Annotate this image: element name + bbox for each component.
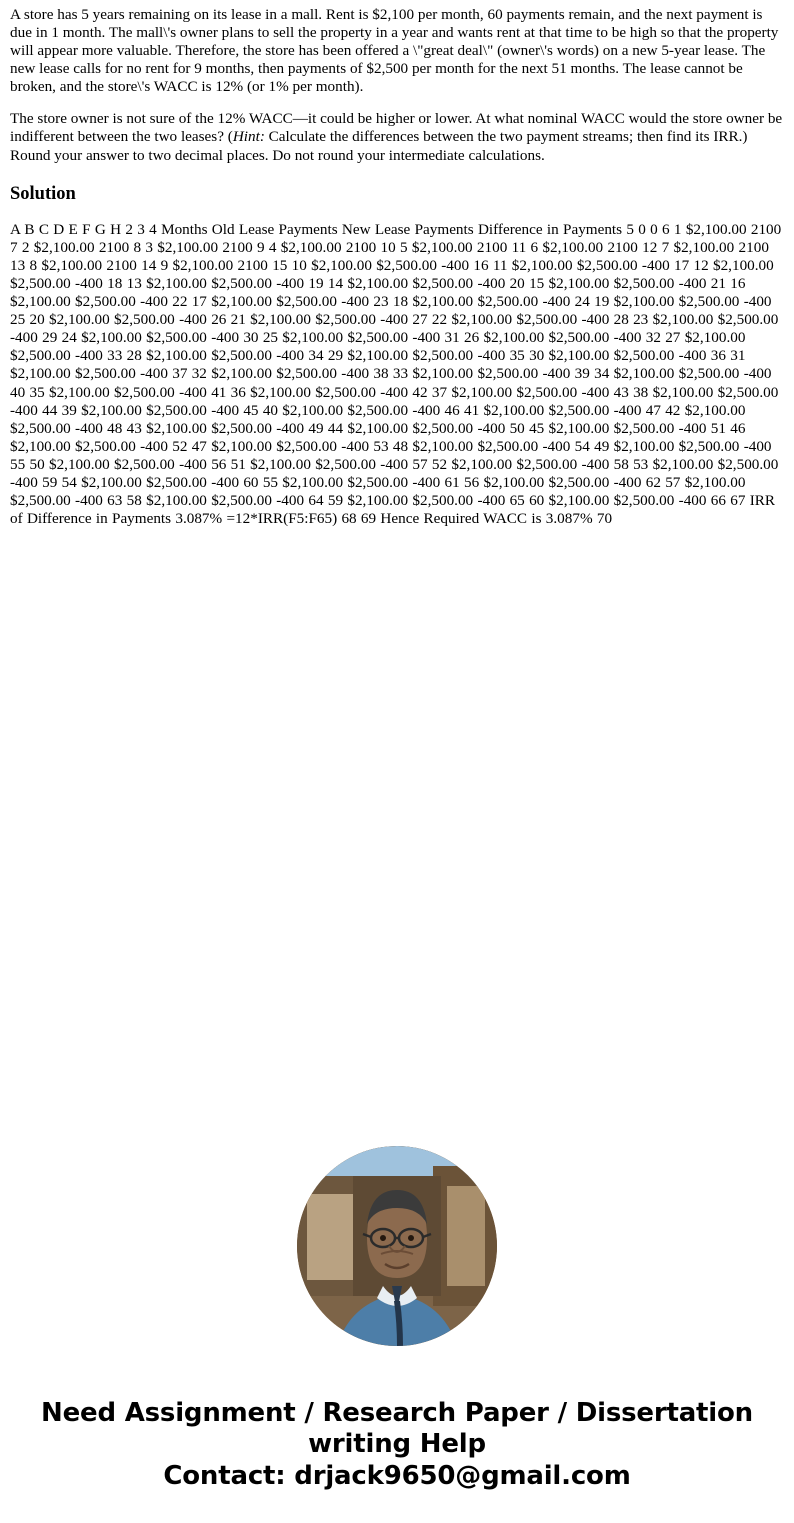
- avatar-photo: [297, 1146, 497, 1346]
- page-spacer: [10, 528, 784, 1128]
- avatar-container: [10, 1146, 784, 1346]
- avatar: [297, 1146, 497, 1346]
- promo-banner: [10, 1398, 784, 1491]
- question-paragraph-2-text-part1: The store owner is not sure of the 12% WACC—it could be higher or lower. At what nominal WACC would the store owner be indifferent between the two leases? (: [10, 110, 783, 146]
- solution-heading: Solution: [10, 183, 76, 204]
- hint-label: Hint:: [232, 128, 265, 146]
- promo-contact: Contact: drjack9650@gmail.com: [163, 1460, 631, 1491]
- question-paragraph-1-text: A store has 5 years remaining on its lease in a mall. Rent is $2,100 per month, 60 payments remain, and the next payment is due in 1 month. The mall\'s owner plans to sell the property in a year and wants rent at that time to be high so that the property will appear more valuable. Therefore, the store has been offered a \"great deal\" (owner\'s words) on a new 5-year lease. The new lease calls for no rent for 9 months, then payments of $2,500 per month for the next 51 months. The lease cannot be broken, and the store\'s WACC is 12% (or 1% per month).: [10, 6, 779, 96]
- question-paragraph-1: [10, 6, 784, 96]
- promo-line-2: writing Help: [308, 1428, 486, 1459]
- question-paragraph-2: [10, 110, 784, 164]
- question-paragraph-2-text-part2: Calculate the differences between the two payment streams; then find its IRR.) Round your answer to two decimal places. Do not round your intermediate calculations.: [10, 128, 748, 164]
- promo-line-1: Need Assignment / Research Paper / Dissertation: [41, 1398, 753, 1429]
- spreadsheet-text-flow: A B C D E F G H 2 3 4 Months Old Lease Payments New Lease Payments Difference in Payments 5 0 0 6 1 $2,100.00 2100 7 2 $2,100.00 2100 8 3 $2,100.00 2100 9 4 $2,100.00 2100 10 5 $2,100.00 2100 11 6 $2,100.00 2100 12 7 $2,100.00 2100 13 8 $2,100.00 2100 14 9 $2,100.00 2100 15 10 $2,100.00 $2,500.00 -400 16 11 $2,100.00 $2,500.00 -400 17 12 $2,100.00 $2,500.00 -400 18 13 $2,100.00 $2,500.00 -400 19 14 $2,100.00 $2,500.00 -400 20 15 $2,100.00 $2,500.00 -400 21 16 $2,100.00 $2,500.00 -400 22 17 $2,100.00 $2,500.00 -400 23 18 $2,100.00 $2,500.00 -400 24 19 $2,100.00 $2,500.00 -400 25 20 $2,100.00 $2,500.00 -400 26 21 $2,100.00 $2,500.00 -400 27 22 $2,100.00 $2,500.00 -400 28 23 $2,100.00 $2,500.00 -400 29 24 $2,100.00 $2,500.00 -400 30 25 $2,100.00 $2,500.00 -400 31 26 $2,100.00 $2,500.00 -400 32 27 $2,100.00 $2,500.00 -400 33 28 $2,100.00 $2,500.00 -400 34 29 $2,100.00 $2,500.00 -400 35 30 $2,100.00 $2,500.00 -400 36 31 $2,100.00 $2,500.00 -400 37 32 $2,100.00 $2,500.00 -400 38 33 $2,100.00 $2,500.00 -400 39 34 $2,100.00 $2,500.00 -400 40 35 $2,100.00 $2,500.00 -400 41 36 $2,100.00 $2,500.00 -400 42 37 $2,100.00 $2,500.00 -400 43 38 $2,100.00 $2,500.00 -400 44 39 $2,100.00 $2,500.00 -400 45 40 $2,100.00 $2,500.00 -400 46 41 $2,100.00 $2,500.00 -400 47 42 $2,100.00 $2,500.00 -400 48 43 $2,100.00 $2,500.00 -400 49 44 $2,100.00 $2,500.00 -400 50 45 $2,100.00 $2,500.00 -400 51 46 $2,100.00 $2,500.00 -400 52 47 $2,100.00 $2,500.00 -400 53 48 $2,100.00 $2,500.00 -400 54 49 $2,100.00 $2,500.00 -400 55 50 $2,100.00 $2,500.00 -400 56 51 $2,100.00 $2,500.00 -400 57 52 $2,100.00 $2,500.00 -400 58 53 $2,100.00 $2,500.00 -400 59 54 $2,100.00 $2,500.00 -400 60 55 $2,100.00 $2,500.00 -400 61 56 $2,100.00 $2,500.00 -400 62 57 $2,100.00 $2,500.00 -400 63 58 $2,100.00 $2,500.00 -400 64 59 $2,100.00 $2,500.00 -400 65 60 $2,100.00 $2,500.00 -400 66 67 IRR of Difference in Payments 3.087% =12*IRR(F5:F65) 68 69 Hence Required WACC is 3.087% 70: [10, 220, 782, 528]
